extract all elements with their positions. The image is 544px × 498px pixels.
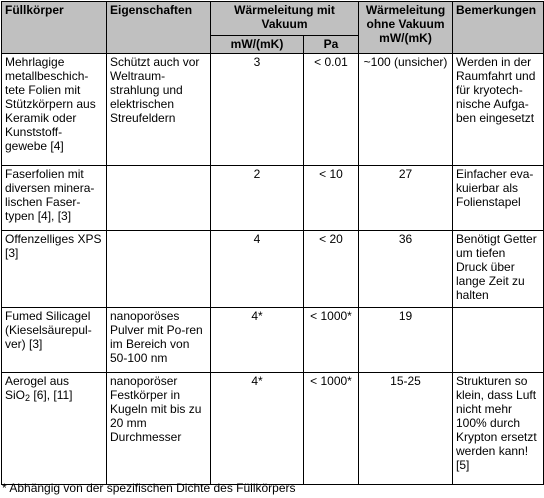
chem-formula: SiO [5,388,26,402]
cell-fill-material: Mehrlagige metallbeschich-tete Folien mit Stützkörpern aus Keramik oder Kunststoff-gewebe [4] [2,54,107,166]
cell-properties: nanoporöses Pulver mit Po-ren im Bereich von 50-100 nm [107,308,211,373]
header-row [2,2,544,36]
cell-conductivity-vacuum: 3 [211,54,304,166]
cell-conductivity-vacuum: 4* [211,308,304,373]
cell-conductivity-no-vacuum: ~100 (unsicher) [359,54,453,166]
aerogel-refs: [6], [11] [30,388,73,402]
table-row [2,308,544,373]
cell-conductivity-no-vacuum: 15-25 [359,373,453,485]
header-properties: Eigenschaften [107,2,211,54]
table-row [2,54,544,166]
cell-remarks: Benötigt Getter um tiefen Druck über lange Zeit zu halten [453,231,544,308]
cell-properties [107,231,211,308]
cell-conductivity-vacuum: 2 [211,166,304,231]
cell-conductivity-no-vacuum: 27 [359,166,453,231]
cell-properties: Schützt auch vor Weltraum-strahlung und elektrischen Streufeldern [107,54,211,166]
cell-fill-material: Faserfolien mit diversen minera-lischen Faser-typen [4], [3] [2,166,107,231]
cell-properties [107,166,211,231]
header-remarks: Bemerkungen [453,2,544,54]
header-conductivity-with-vacuum: Wärmeleitung mit Vakuum [211,2,359,36]
cell-pressure: < 20 [304,231,359,308]
cell-pressure: < 1000* [304,308,359,373]
cell-fill-material: Fumed Silicagel (Kieselsäurepul-ver) [3] [2,308,107,373]
cell-conductivity-no-vacuum: 19 [359,308,453,373]
cell-remarks: Einfacher eva-kuierbar als Folienstapel [453,166,544,231]
table-row [2,231,544,308]
cell-conductivity-vacuum: 4 [211,231,304,308]
cell-pressure: < 1000* [304,373,359,485]
footnote: * Abhängig von der spezifischen Dichte des Füllkörpers [2,481,296,495]
aerogel-label: Aerogel aus [5,374,70,388]
chem-subscript: 2 [25,393,31,403]
cell-pressure: < 10 [304,166,359,231]
insulation-materials-table [1,1,544,485]
cell-properties: nanoporöser Festkörper in Kugeln mit bis zu 20 mm Durchmesser [107,373,211,485]
header-fill-material: Füllkörper [2,2,107,54]
table-row [2,373,544,485]
header-conductivity-without-vacuum: Wärmeleitung ohne Vakuum mW/(mK) [359,2,453,54]
cell-conductivity-no-vacuum: 36 [359,231,453,308]
header-unit-mw-mk: mW/(mK) [211,36,304,54]
cell-remarks [453,308,544,373]
cell-fill-material [2,373,107,485]
cell-pressure: < 0.01 [304,54,359,166]
cell-fill-material: Offenzelliges XPS [3] [2,231,107,308]
header-unit-pa: Pa [304,36,359,54]
cell-conductivity-vacuum: 4* [211,373,304,485]
cell-remarks: Strukturen so klein, dass Luft nicht mehr 100% durch Krypton ersetzt werden kann! [5] [453,373,544,485]
cell-remarks: Werden in der Raumfahrt und für kryotech-nische Aufga-ben eingesetzt [453,54,544,166]
table-row [2,166,544,231]
